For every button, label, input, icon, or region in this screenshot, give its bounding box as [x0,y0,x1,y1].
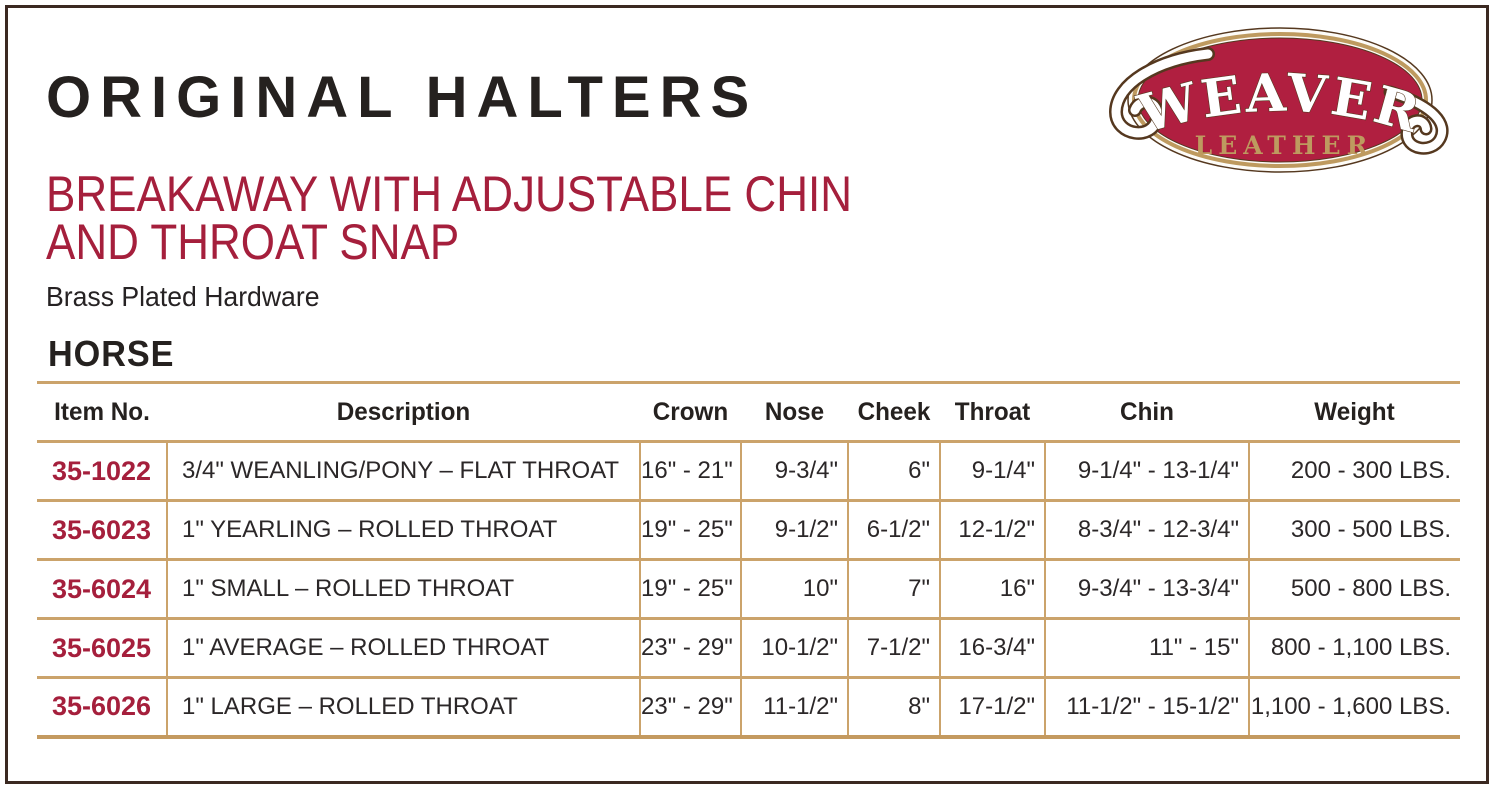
column-header-item-no: Item No. [39,383,165,442]
column-header-nose: Nose [743,383,847,442]
cheek-cell: 7-1/2" [848,619,940,678]
halter-spec-table [37,381,1460,739]
cheek-cell: 6" [848,442,940,501]
subtitle-line-2: AND THROAT SNAP [46,214,460,270]
column-header-weight: Weight [1252,383,1457,442]
cheek-cell: 6-1/2" [848,501,940,560]
throat-cell: 16-3/4" [940,619,1045,678]
chin-cell: 11-1/2" - 15-1/2" [1045,678,1249,737]
crown-cell: 19" - 25" [640,501,741,560]
description-cell: 3/4" WEANLING/PONY – FLAT THROAT [167,442,640,501]
throat-cell: 16" [940,560,1045,619]
column-header-description: Description [174,383,633,442]
table-row [37,442,1460,501]
table-row [37,678,1460,737]
throat-cell: 12-1/2" [940,501,1045,560]
crown-cell: 23" - 29" [640,619,741,678]
table-row [37,501,1460,560]
weight-cell: 300 - 500 LBS. [1249,501,1460,560]
item-no-cell: 35-6025 [37,619,167,678]
nose-cell: 10-1/2" [741,619,848,678]
table-header-row [37,383,1460,442]
column-header-cheek: Cheek [849,383,938,442]
item-no-cell: 35-6024 [37,560,167,619]
description-cell: 1" SMALL – ROLLED THROAT [167,560,640,619]
crown-cell: 16" - 21" [640,442,741,501]
item-no-cell: 35-6023 [37,501,167,560]
description-cell: 1" LARGE – ROLLED THROAT [167,678,640,737]
chin-cell: 11" - 15" [1045,619,1249,678]
subtitle-line-1: BREAKAWAY WITH ADJUSTABLE CHIN [46,166,852,222]
nose-cell: 10" [741,560,848,619]
throat-cell: 9-1/4" [940,442,1045,501]
chin-cell: 8-3/4" - 12-3/4" [1045,501,1249,560]
table-row [37,619,1460,678]
chin-cell: 9-1/4" - 13-1/4" [1045,442,1249,501]
item-no-cell: 35-6026 [37,678,167,737]
weight-cell: 800 - 1,100 LBS. [1249,619,1460,678]
weight-cell: 1,100 - 1,600 LBS. [1249,678,1460,737]
logo-brand-text: WEAVER [1132,62,1429,146]
chin-cell: 9-3/4" - 13-3/4" [1045,560,1249,619]
page-title: ORIGINAL HALTERS [46,65,759,130]
cheek-cell: 7" [848,560,940,619]
cheek-cell: 8" [848,678,940,737]
crown-cell: 23" - 29" [640,678,741,737]
nose-cell: 9-1/2" [741,501,848,560]
description-cell: 1" AVERAGE – ROLLED THROAT [167,619,640,678]
column-header-throat: Throat [942,383,1044,442]
hardware-note: Brass Plated Hardware [46,281,320,312]
weight-cell: 500 - 800 LBS. [1249,560,1460,619]
column-header-crown: Crown [642,383,740,442]
weaver-leather-logo [1104,20,1452,180]
item-no-cell: 35-1022 [37,442,167,501]
section-label-horse: HORSE [48,333,175,374]
description-cell: 1" YEARLING – ROLLED THROAT [167,501,640,560]
crown-cell: 19" - 25" [640,560,741,619]
logo-graphic [1104,20,1452,180]
table-row [37,560,1460,619]
product-subtitle [46,166,852,270]
column-header-chin: Chin [1048,383,1246,442]
nose-cell: 9-3/4" [741,442,848,501]
nose-cell: 11-1/2" [741,678,848,737]
weight-cell: 200 - 300 LBS. [1249,442,1460,501]
throat-cell: 17-1/2" [940,678,1045,737]
logo-sub-brand-text: LEATHER [1194,131,1374,160]
